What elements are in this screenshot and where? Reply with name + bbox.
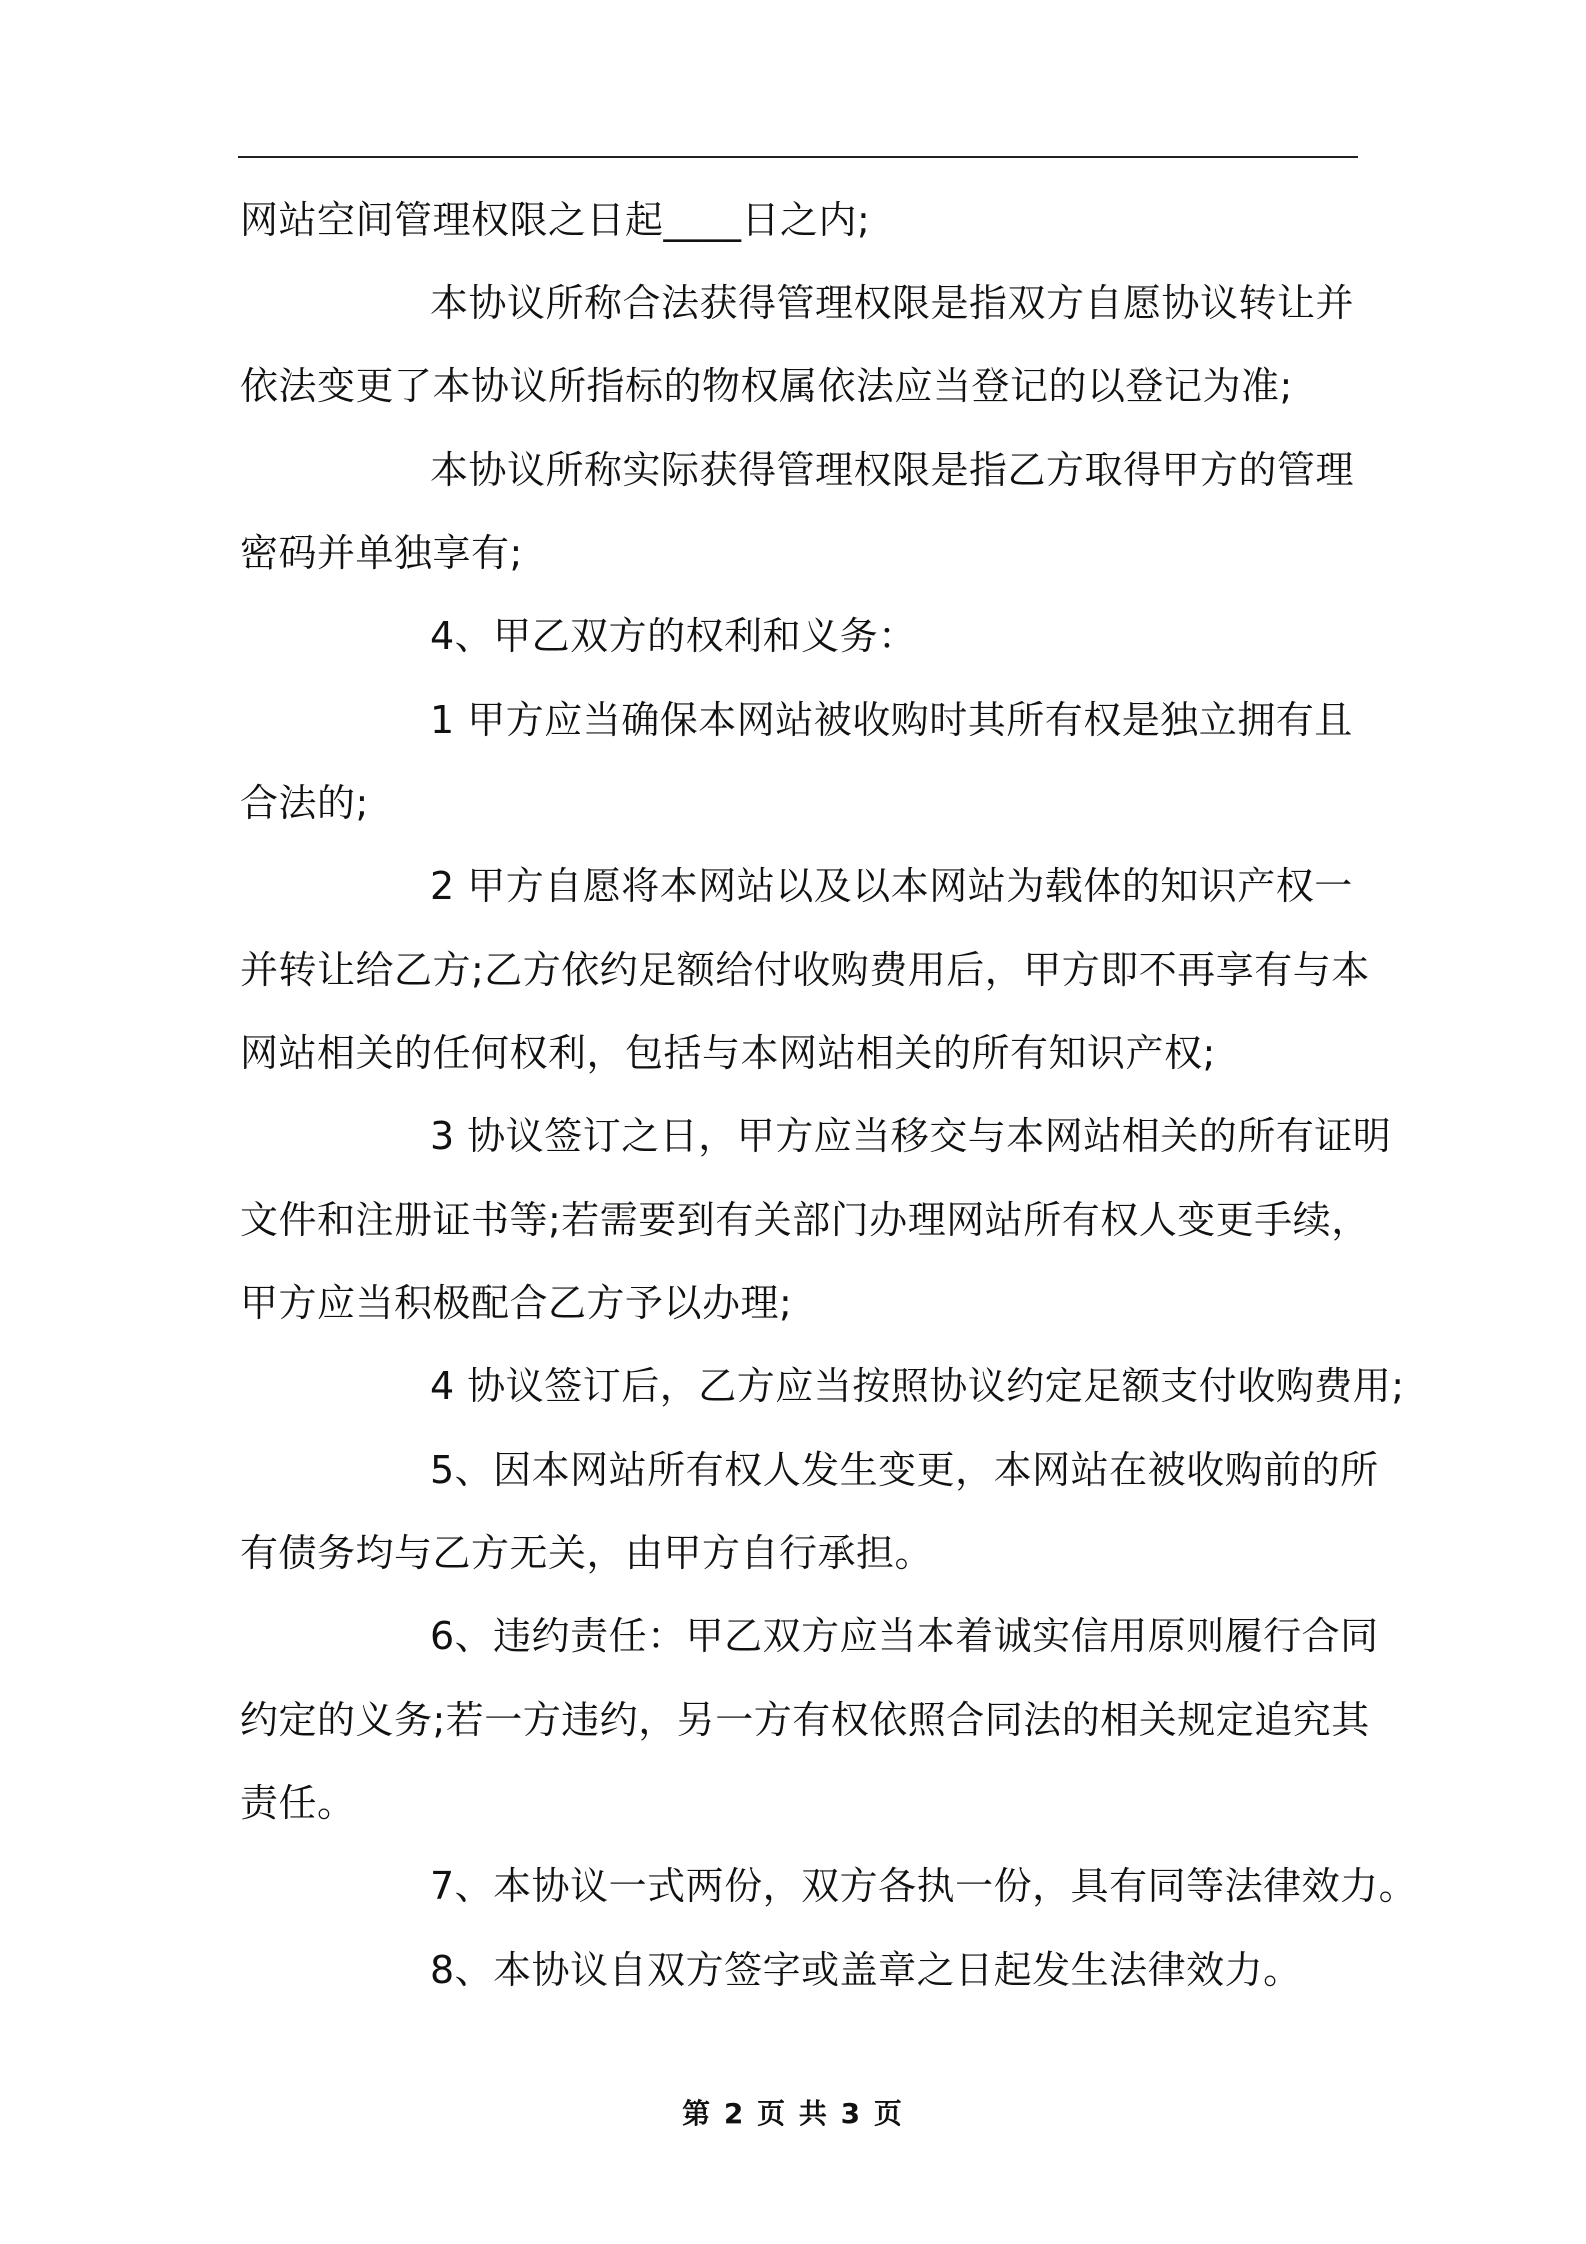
paragraph-line: 7、本协议一式两份，双方各执一份，具有同等法律效力。 bbox=[430, 1864, 1418, 1908]
paragraph-line: 依法变更了本协议所指标的物权属依法应当登记的以登记为准; bbox=[240, 364, 1293, 408]
paragraph-line: 1 甲方应当确保本网站被收购时其所有权是独立拥有且 bbox=[430, 698, 1353, 742]
paragraph-line: 合法的; bbox=[240, 781, 369, 825]
paragraph-line: 5、因本网站所有权人发生变更，本网站在被收购前的所 bbox=[430, 1448, 1379, 1492]
paragraph-line: 4 协议签订后，乙方应当按照协议约定足额支付收购费用; bbox=[430, 1364, 1405, 1408]
paragraph-line: 文件和注册证书等;若需要到有关部门办理网站所有权人变更手续， bbox=[240, 1198, 1370, 1242]
paragraph-line: 有债务均与乙方无关，由甲方自行承担。 bbox=[240, 1531, 934, 1575]
paragraph-line: 约定的义务;若一方违约，另一方有权依照合同法的相关规定追究其 bbox=[240, 1698, 1370, 1742]
paragraph-line: 甲方应当积极配合乙方予以办理; bbox=[240, 1281, 793, 1325]
paragraph-line: 本协议所称实际获得管理权限是指乙方取得甲方的管理 bbox=[430, 448, 1355, 492]
paragraph-line: 2 甲方自愿将本网站以及以本网站为载体的知识产权一 bbox=[430, 864, 1353, 908]
paragraph-line: 责任。 bbox=[240, 1781, 356, 1825]
paragraph-line: 8、本协议自双方签字或盖章之日起发生法律效力。 bbox=[430, 1948, 1302, 1992]
page-footer: 第 2 页 共 3 页 bbox=[682, 2097, 904, 2130]
paragraph-line: 6、违约责任：甲乙双方应当本着诚实信用原则履行合同 bbox=[430, 1614, 1379, 1658]
paragraph-line: 网站相关的任何权利，包括与本网站相关的所有知识产权; bbox=[240, 1031, 1216, 1075]
paragraph-line: 本协议所称合法获得管理权限是指双方自愿协议转让并 bbox=[430, 281, 1355, 325]
paragraph-line: 密码并单独享有; bbox=[240, 531, 523, 575]
header-rule bbox=[238, 156, 1358, 158]
paragraph-line: 网站空间管理权限之日起____日之内; bbox=[240, 198, 871, 242]
paragraph-line: 4、甲乙双方的权利和义务： bbox=[430, 614, 917, 658]
paragraph-line: 并转让给乙方;乙方依约足额给付收购费用后，甲方即不再享有与本 bbox=[240, 948, 1370, 992]
paragraph-line: 3 协议签订之日，甲方应当移交与本网站相关的所有证明 bbox=[430, 1114, 1392, 1158]
